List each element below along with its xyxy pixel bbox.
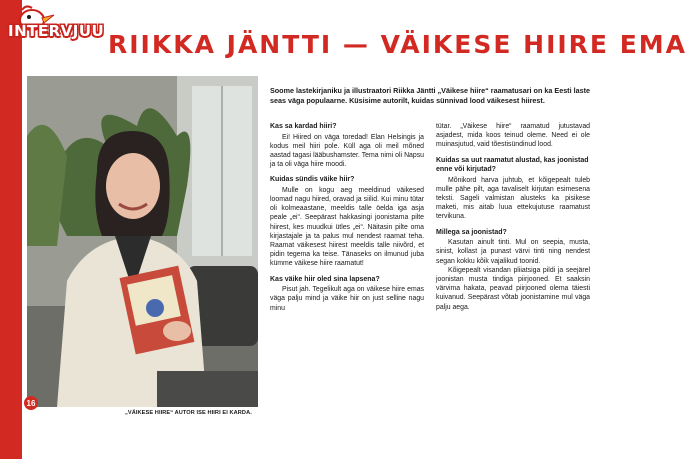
photo-caption: „VÄIKESE HIIRE“ AUTOR ISE HIIRI EI KARDA. [125,410,252,416]
question-heading: Kuidas sündis väike hiir? [270,176,355,184]
question-heading: Kas sa kardad hiiri? [270,123,337,130]
section-logo [8,4,104,60]
answer-paragraph: tütar. „Väikese hiire“ raamatud jutustavad asjadest, mida koos teinud oleme. Need ei ole muinasjutud, vaid tõestisündinud lood. [436,123,590,149]
article-lead: Soome lastekirjaniku ja illustraatori Riikka Jäntti „Väikese hiire“ raamatusari on ka Eesti laste seas väga populaarne. Küsisime autorilt, kuidas sünnivad lood väikesest hiirest. [270,86,590,106]
question-heading: Kas väike hiir oled sina lapsena? [270,275,380,283]
page-number: 16 [24,396,38,410]
section-logo-text: INTERVJUU [8,22,105,40]
answer-paragraph: Pisut jah. Tegelikult aga on väikese hiire emas väga palju mind ja väike hiir on just selline nagu minu [270,286,424,312]
answer-paragraph: Ei! Hiired on väga toredad! Elan Helsingis ja kodus meil hiiri pole. Küll aga oli meil mõned aastad tagasi lääbushamster. Tema nimi oli Napsu ja ta oli väga hiire moodi. [270,133,424,169]
page-title: RIIKKA JÄNTTI — VÄIKESE HIIRE EMA [108,30,687,59]
red-edge-band [0,0,22,459]
author-photo [27,76,258,407]
question-heading: Millega sa joonistad? [436,228,507,236]
article-column-1 [270,122,424,313]
answer-paragraph: Kõigepealt visandan pliiatsiga pildi ja seejärel joonistan musta tindiga piirjooned. Et saaksin värvima hakata, peavad piirjooned olema täiesti kuivanud. Seepärast võtab joonistamine mul väga palju aega. [436,266,590,311]
answer-paragraph: Kasutan ainult tinti. Mul on seepia, musta, sinist, kollast ja punast värvi tinti ning nendest segan kokku kõik vajalikud toonid. [436,239,590,265]
question-heading: Kuidas sa uut raamatut alustad, kas joonistad enne või kirjutad? [436,156,589,174]
answer-paragraph: Mõnikord harva juhtub, et kõigepealt tuleb mulle pähe pilt, aga tavaliselt kirjutan esimesena teksti. Sageli valmistan alusteks ka pisikese maketi, mis aitab luua ettekujutuse raamatust tervikuna. [436,176,590,221]
article-column-2 [436,122,590,312]
answer-paragraph: Mulle on kogu aeg meeldinud väikesed loomad nagu hiired, oravad ja siilid. Kui minu tütar oli kolmeaastane, meeldis talle öelda iga asja peale „ei“. Seepärast hakkasingi joonistama pilte hiirest, kes muudkui ütles „ei“. Näitasin pilte oma kirjastajale ja ta palus mul nendest raamat teha. Raamat väikesest hiirest meeldis talle niivõrd, et pidin tegema ka teise. Tänaseks on ilmunud juba kümme väikese hiire raamatut! [270,186,424,268]
